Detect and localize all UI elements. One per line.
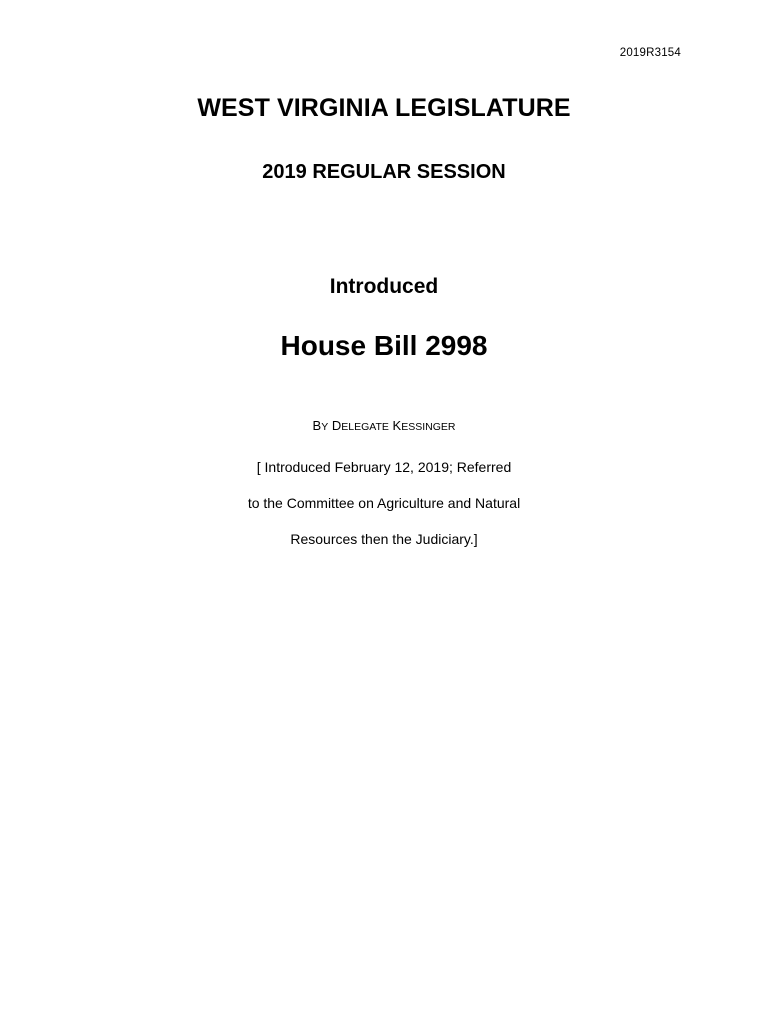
sponsor-by-rest: Y xyxy=(321,421,329,433)
introduction-line: [ Introduced February 12, 2019; Referred xyxy=(256,459,512,475)
sponsor-title-initial: D xyxy=(331,418,342,433)
sponsor-by-initial: B xyxy=(312,418,322,433)
sponsor-line xyxy=(0,418,769,433)
session-heading: 2019 REGULAR SESSION xyxy=(262,161,506,183)
document-id: 2019R3154 xyxy=(619,47,681,59)
introduction-line: to the Committee on Agriculture and Natural xyxy=(247,495,521,511)
bill-status: Introduced xyxy=(329,275,439,298)
sponsor-name-rest: ESSINGER xyxy=(401,421,456,433)
introduction-line: Resources then the Judiciary.] xyxy=(290,531,478,547)
legislature-heading: WEST VIRGINIA LEGISLATURE xyxy=(197,94,571,122)
sponsor-title-rest: ELEGATE xyxy=(341,421,389,433)
sponsor-name-initial: K xyxy=(392,418,402,433)
bill-title: House Bill 2998 xyxy=(280,330,488,361)
